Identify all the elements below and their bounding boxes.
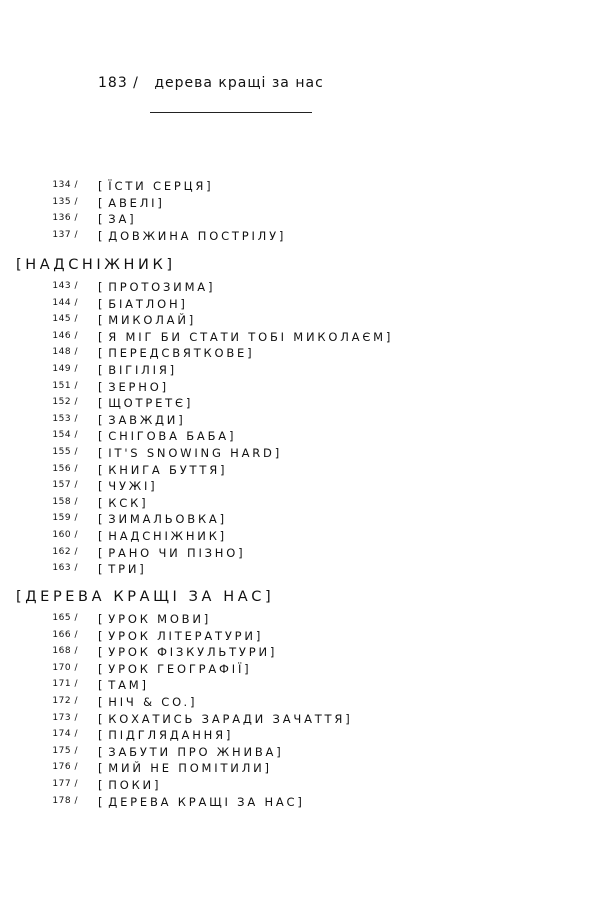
toc-entry: [0, 744, 600, 760]
toc-entry: [0, 644, 600, 660]
toc-entry: [0, 628, 600, 644]
entry-title: [ ЗАВЖДИ ]: [98, 412, 186, 428]
entry-page-number: 157 /: [52, 480, 78, 491]
entry-title: [ УРОК ГЕОГРАФІЇ ]: [98, 661, 251, 677]
entry-title: [ ЗЕРНО ]: [98, 379, 169, 395]
entry-title: [ ВІГІЛІЯ ]: [98, 362, 177, 378]
entry-page-number: 163 /: [52, 563, 78, 574]
entry-page-number: 143 /: [52, 281, 78, 291]
entry-page-number: 148 /: [52, 347, 78, 358]
entry-title: [ Я МІГ БИ СТАТИ ТОБІ МИКОЛАЄМ ]: [98, 329, 393, 345]
entry-title: [ ЧУЖІ ]: [98, 478, 157, 494]
toc-entry: [0, 611, 600, 627]
entry-page-number: 136 /: [52, 213, 78, 224]
entry-title: [ ЗАБУТИ ПРО ЖНИВА ]: [98, 744, 284, 760]
toc-entry: [0, 511, 600, 527]
entry-title: [ ЇСТИ СЕРЦЯ ]: [98, 178, 213, 194]
entry-page-number: 178 /: [52, 795, 78, 806]
header-rule: [150, 112, 312, 113]
entry-page-number: 137 /: [52, 229, 78, 240]
entry-title: [ РАНО ЧИ ПІЗНО ]: [98, 545, 245, 561]
entry-page-number: 151 /: [52, 380, 78, 391]
toc-entry: [0, 279, 600, 295]
toc-entry: [0, 195, 600, 211]
toc-entry: [0, 694, 600, 710]
entry-page-number: 135 /: [52, 196, 78, 207]
toc-entry: [0, 528, 600, 544]
toc-entry: [0, 677, 600, 693]
entry-title: [ СНІГОВА БАБА ]: [98, 428, 236, 444]
entry-title: [ КСК ]: [98, 495, 148, 511]
entry-page-number: 155 /: [52, 447, 78, 457]
toc-entry: [0, 362, 600, 378]
entry-title: [ ПРОТОЗИМА ]: [98, 279, 215, 295]
entry-page-number: 145 /: [52, 314, 78, 325]
toc-entry: [0, 760, 600, 776]
entry-page-number: 149 /: [52, 364, 78, 374]
toc-entry: [0, 412, 600, 428]
toc-entry: [0, 777, 600, 793]
entry-title: [ ПОКИ ]: [98, 777, 161, 793]
entry-page-number: 152 /: [52, 397, 78, 408]
entry-title: [ УРОК ЛІТЕРАТУРИ ]: [98, 628, 263, 644]
toc-entry: [0, 428, 600, 444]
entry-page-number: 159 /: [52, 513, 78, 524]
entry-title: [ БІАТЛОН ]: [98, 296, 188, 312]
running-title: дерева кращі за нас: [154, 75, 324, 91]
entry-title: [ УРОК МОВИ ]: [98, 611, 211, 627]
entry-title: [ УРОК ФІЗКУЛЬТУРИ ]: [98, 644, 277, 660]
entry-page-number: 153 /: [52, 413, 78, 424]
entry-page-number: 160 /: [52, 530, 78, 540]
entry-page-number: 170 /: [52, 662, 78, 673]
toc-entry: [0, 312, 600, 328]
toc-entry: [0, 228, 600, 244]
section-title: [НАДСНІЖНИК]: [16, 257, 176, 273]
entry-title: [ ЗА ]: [98, 211, 136, 227]
toc-entry: [0, 178, 600, 194]
entry-page-number: 156 /: [52, 463, 78, 474]
entry-page-number: 158 /: [52, 496, 78, 507]
entry-title: [ ТАМ ]: [98, 677, 149, 693]
toc-entry: [0, 329, 600, 345]
toc-entry: [0, 379, 600, 395]
entry-title: [ ЩОТРЕТЄ ]: [98, 395, 193, 411]
entry-page-number: 176 /: [52, 762, 78, 773]
page-number: 183 /: [98, 75, 139, 91]
toc-entry: [0, 445, 600, 461]
entry-page-number: 144 /: [52, 297, 78, 308]
toc-entry: [0, 211, 600, 227]
toc-entry: [0, 495, 600, 511]
entry-page-number: 165 /: [52, 613, 78, 623]
entry-page-number: 146 /: [52, 330, 78, 341]
entry-page-number: 134 /: [52, 180, 78, 190]
entry-page-number: 166 /: [52, 629, 78, 640]
toc-entry: [0, 395, 600, 411]
entry-page-number: 174 /: [52, 729, 78, 740]
entry-page-number: 171 /: [52, 679, 78, 690]
toc-entry: [0, 727, 600, 743]
entry-title: [ ЗИМАЛЬОВКА ]: [98, 511, 227, 527]
entry-page-number: 154 /: [52, 430, 78, 441]
entry-page-number: 172 /: [52, 696, 78, 706]
entry-title: [ МИЙ НЕ ПОМІТИЛИ ]: [98, 760, 272, 776]
toc-entry: [0, 794, 600, 810]
entry-page-number: 175 /: [52, 745, 78, 756]
entry-title: [ АВЕЛІ ]: [98, 195, 165, 211]
toc-entry: [0, 561, 600, 577]
entry-title: [ ДЕРЕВА КРАЩІ ЗА НАС ]: [98, 794, 305, 810]
toc-entry: [0, 478, 600, 494]
entry-page-number: 177 /: [52, 779, 78, 789]
entry-title: [ ПЕРЕДСВЯТКОВЕ ]: [98, 345, 254, 361]
entry-title: [ ПІДГЛЯДАННЯ ]: [98, 727, 233, 743]
toc-entry: [0, 661, 600, 677]
toc-entry: [0, 462, 600, 478]
entry-title: [ МИКОЛАЙ ]: [98, 312, 196, 328]
toc-entry: [0, 545, 600, 561]
running-header: [98, 75, 324, 91]
entry-page-number: 162 /: [52, 546, 78, 557]
entry-title: [ НІЧ & CO. ]: [98, 694, 197, 710]
toc-entry: [0, 345, 600, 361]
entry-title: [ КОХАТИСЬ ЗАРАДИ ЗАЧАТТЯ ]: [98, 711, 352, 727]
entry-title: [ КНИГА БУТТЯ ]: [98, 462, 227, 478]
section-title: [ДЕРЕВА КРАЩІ ЗА НАС]: [16, 589, 275, 605]
entry-title: [ ДОВЖИНА ПОСТРІЛУ ]: [98, 228, 286, 244]
entry-page-number: 168 /: [52, 646, 78, 657]
toc-entry: [0, 296, 600, 312]
entry-page-number: 173 /: [52, 712, 78, 723]
toc-entry: [0, 711, 600, 727]
entry-title: [ НАДСНІЖНИК ]: [98, 528, 227, 544]
entry-title: [ ТРИ ]: [98, 561, 147, 577]
entry-title: [ IT'S SNOWING HARD ]: [98, 445, 282, 461]
